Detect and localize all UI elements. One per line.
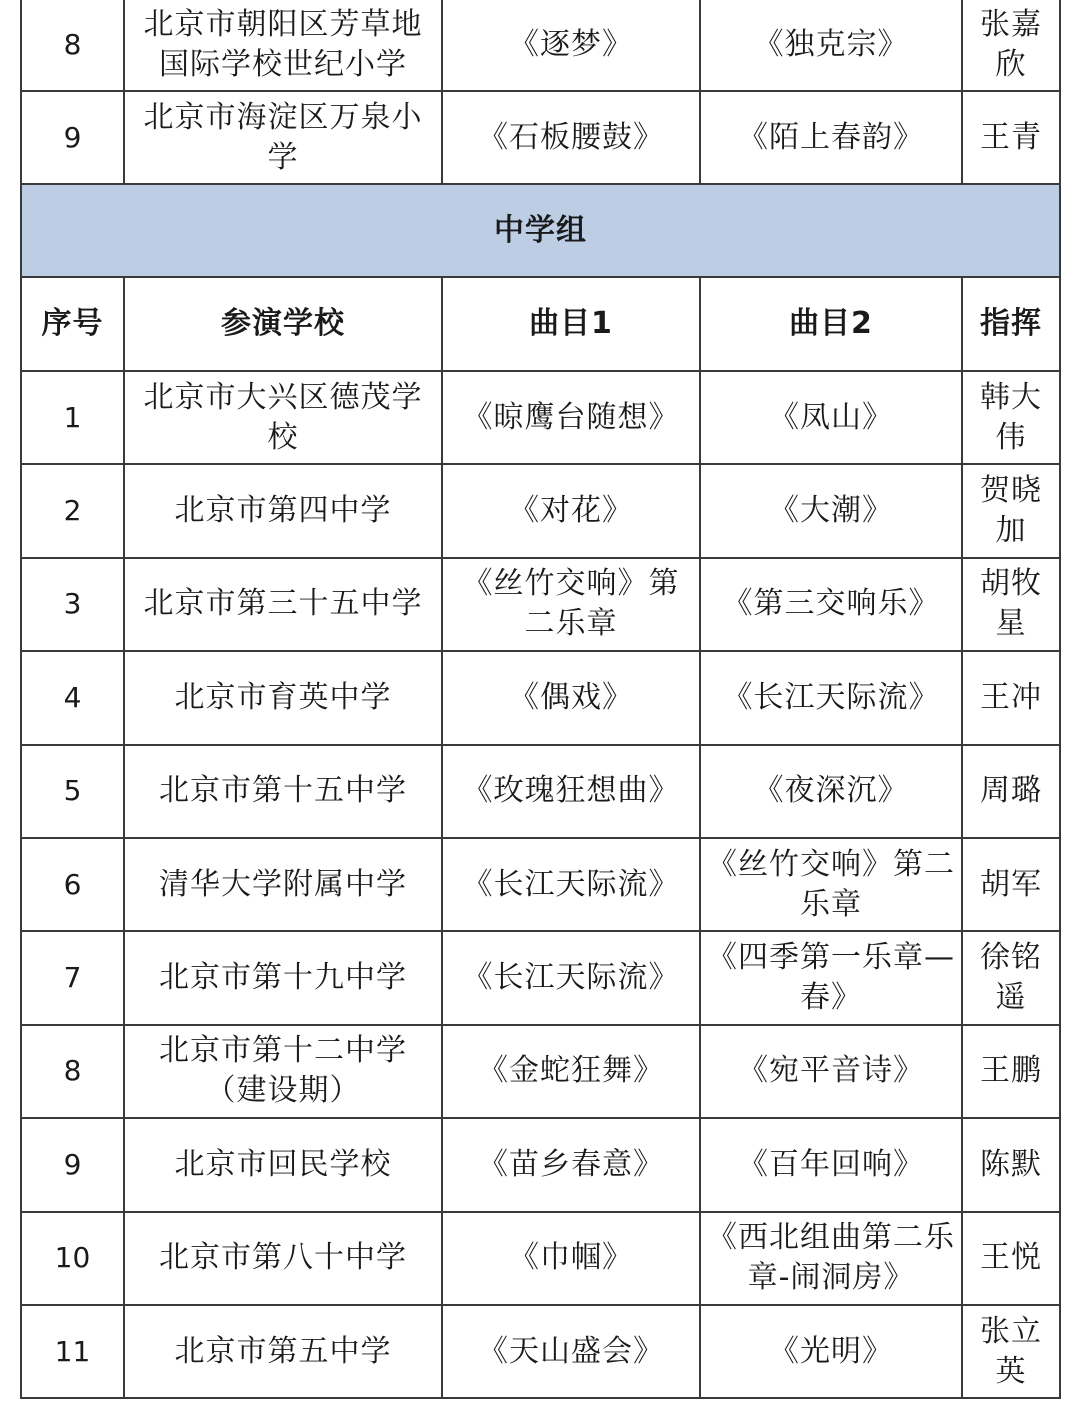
piece-1: 《苗乡春意》 — [442, 1118, 700, 1211]
conductor: 张立英 — [962, 1305, 1060, 1398]
row-number: 4 — [21, 651, 124, 744]
conductor: 徐铭遥 — [962, 931, 1060, 1024]
piece-2: 《光明》 — [700, 1305, 962, 1398]
school-name: 北京市第十二中学（建设期） — [124, 1025, 442, 1118]
piece-1: 《偶戏》 — [442, 651, 700, 744]
school-name: 北京市海淀区万泉小学 — [124, 91, 442, 184]
table-row — [21, 558, 1060, 651]
table-row — [21, 464, 1060, 557]
conductor: 张嘉欣 — [962, 0, 1060, 91]
row-number: 11 — [21, 1305, 124, 1398]
section-header-row — [21, 184, 1060, 277]
piece-2: 《陌上春韵》 — [700, 91, 962, 184]
row-number: 5 — [21, 745, 124, 838]
row-number: 7 — [21, 931, 124, 1024]
table-row — [21, 1212, 1060, 1305]
piece-2: 《西北组曲第二乐章-闹洞房》 — [700, 1212, 962, 1305]
conductor: 王青 — [962, 91, 1060, 184]
column-header-number: 序号 — [21, 277, 124, 371]
table-row — [21, 1025, 1060, 1118]
piece-1: 《天山盛会》 — [442, 1305, 700, 1398]
piece-2: 《百年回响》 — [700, 1118, 962, 1211]
row-number: 8 — [21, 1025, 124, 1118]
piece-1: 《金蛇狂舞》 — [442, 1025, 700, 1118]
school-name: 北京市第十五中学 — [124, 745, 442, 838]
piece-1: 《长江天际流》 — [442, 931, 700, 1024]
school-name: 北京市育英中学 — [124, 651, 442, 744]
row-number: 2 — [21, 464, 124, 557]
piece-1: 《逐梦》 — [442, 0, 700, 91]
piece-2: 《丝竹交响》第二乐章 — [700, 838, 962, 931]
table-row — [21, 1305, 1060, 1398]
column-header-piece-2: 曲目2 — [700, 277, 962, 371]
conductor: 周璐 — [962, 745, 1060, 838]
piece-1: 《长江天际流》 — [442, 838, 700, 931]
school-name: 清华大学附属中学 — [124, 838, 442, 931]
piece-1: 《石板腰鼓》 — [442, 91, 700, 184]
table-row — [21, 931, 1060, 1024]
school-name: 北京市第四中学 — [124, 464, 442, 557]
section-title: 中学组 — [21, 184, 1060, 277]
school-name: 北京市第三十五中学 — [124, 558, 442, 651]
school-name: 北京市大兴区德茂学校 — [124, 371, 442, 464]
piece-2: 《独克宗》 — [700, 0, 962, 91]
piece-2: 《宛平音诗》 — [700, 1025, 962, 1118]
piece-1: 《玫瑰狂想曲》 — [442, 745, 700, 838]
table-row — [21, 651, 1060, 744]
row-number: 9 — [21, 91, 124, 184]
conductor: 陈默 — [962, 1118, 1060, 1211]
piece-2: 《大潮》 — [700, 464, 962, 557]
piece-2: 《第三交响乐》 — [700, 558, 962, 651]
school-name: 北京市第八十中学 — [124, 1212, 442, 1305]
row-number: 8 — [21, 0, 124, 91]
row-number: 1 — [21, 371, 124, 464]
piece-2: 《长江天际流》 — [700, 651, 962, 744]
school-name: 北京市回民学校 — [124, 1118, 442, 1211]
conductor: 胡军 — [962, 838, 1060, 931]
piece-2: 《夜深沉》 — [700, 745, 962, 838]
table-row — [21, 371, 1060, 464]
table-row — [21, 838, 1060, 931]
conductor: 王悦 — [962, 1212, 1060, 1305]
table-row — [21, 745, 1060, 838]
performance-table — [20, 0, 1061, 1399]
column-header-row — [21, 277, 1060, 371]
table-row — [21, 0, 1060, 91]
piece-1: 《丝竹交响》第二乐章 — [442, 558, 700, 651]
conductor: 王冲 — [962, 651, 1060, 744]
column-header-piece-1: 曲目1 — [442, 277, 700, 371]
table-row — [21, 91, 1060, 184]
school-name: 北京市朝阳区芳草地国际学校世纪小学 — [124, 0, 442, 91]
piece-1: 《对花》 — [442, 464, 700, 557]
row-number: 6 — [21, 838, 124, 931]
conductor: 贺晓加 — [962, 464, 1060, 557]
row-number: 9 — [21, 1118, 124, 1211]
school-name: 北京市第五中学 — [124, 1305, 442, 1398]
column-header-school: 参演学校 — [124, 277, 442, 371]
conductor: 胡牧星 — [962, 558, 1060, 651]
table-row — [21, 1118, 1060, 1211]
row-number: 10 — [21, 1212, 124, 1305]
piece-1: 《晾鹰台随想》 — [442, 371, 700, 464]
piece-2: 《凤山》 — [700, 371, 962, 464]
piece-1: 《巾帼》 — [442, 1212, 700, 1305]
conductor: 王鹏 — [962, 1025, 1060, 1118]
row-number: 3 — [21, 558, 124, 651]
piece-2: 《四季第一乐章—春》 — [700, 931, 962, 1024]
school-name: 北京市第十九中学 — [124, 931, 442, 1024]
conductor: 韩大伟 — [962, 371, 1060, 464]
column-header-conductor: 指挥 — [962, 277, 1060, 371]
